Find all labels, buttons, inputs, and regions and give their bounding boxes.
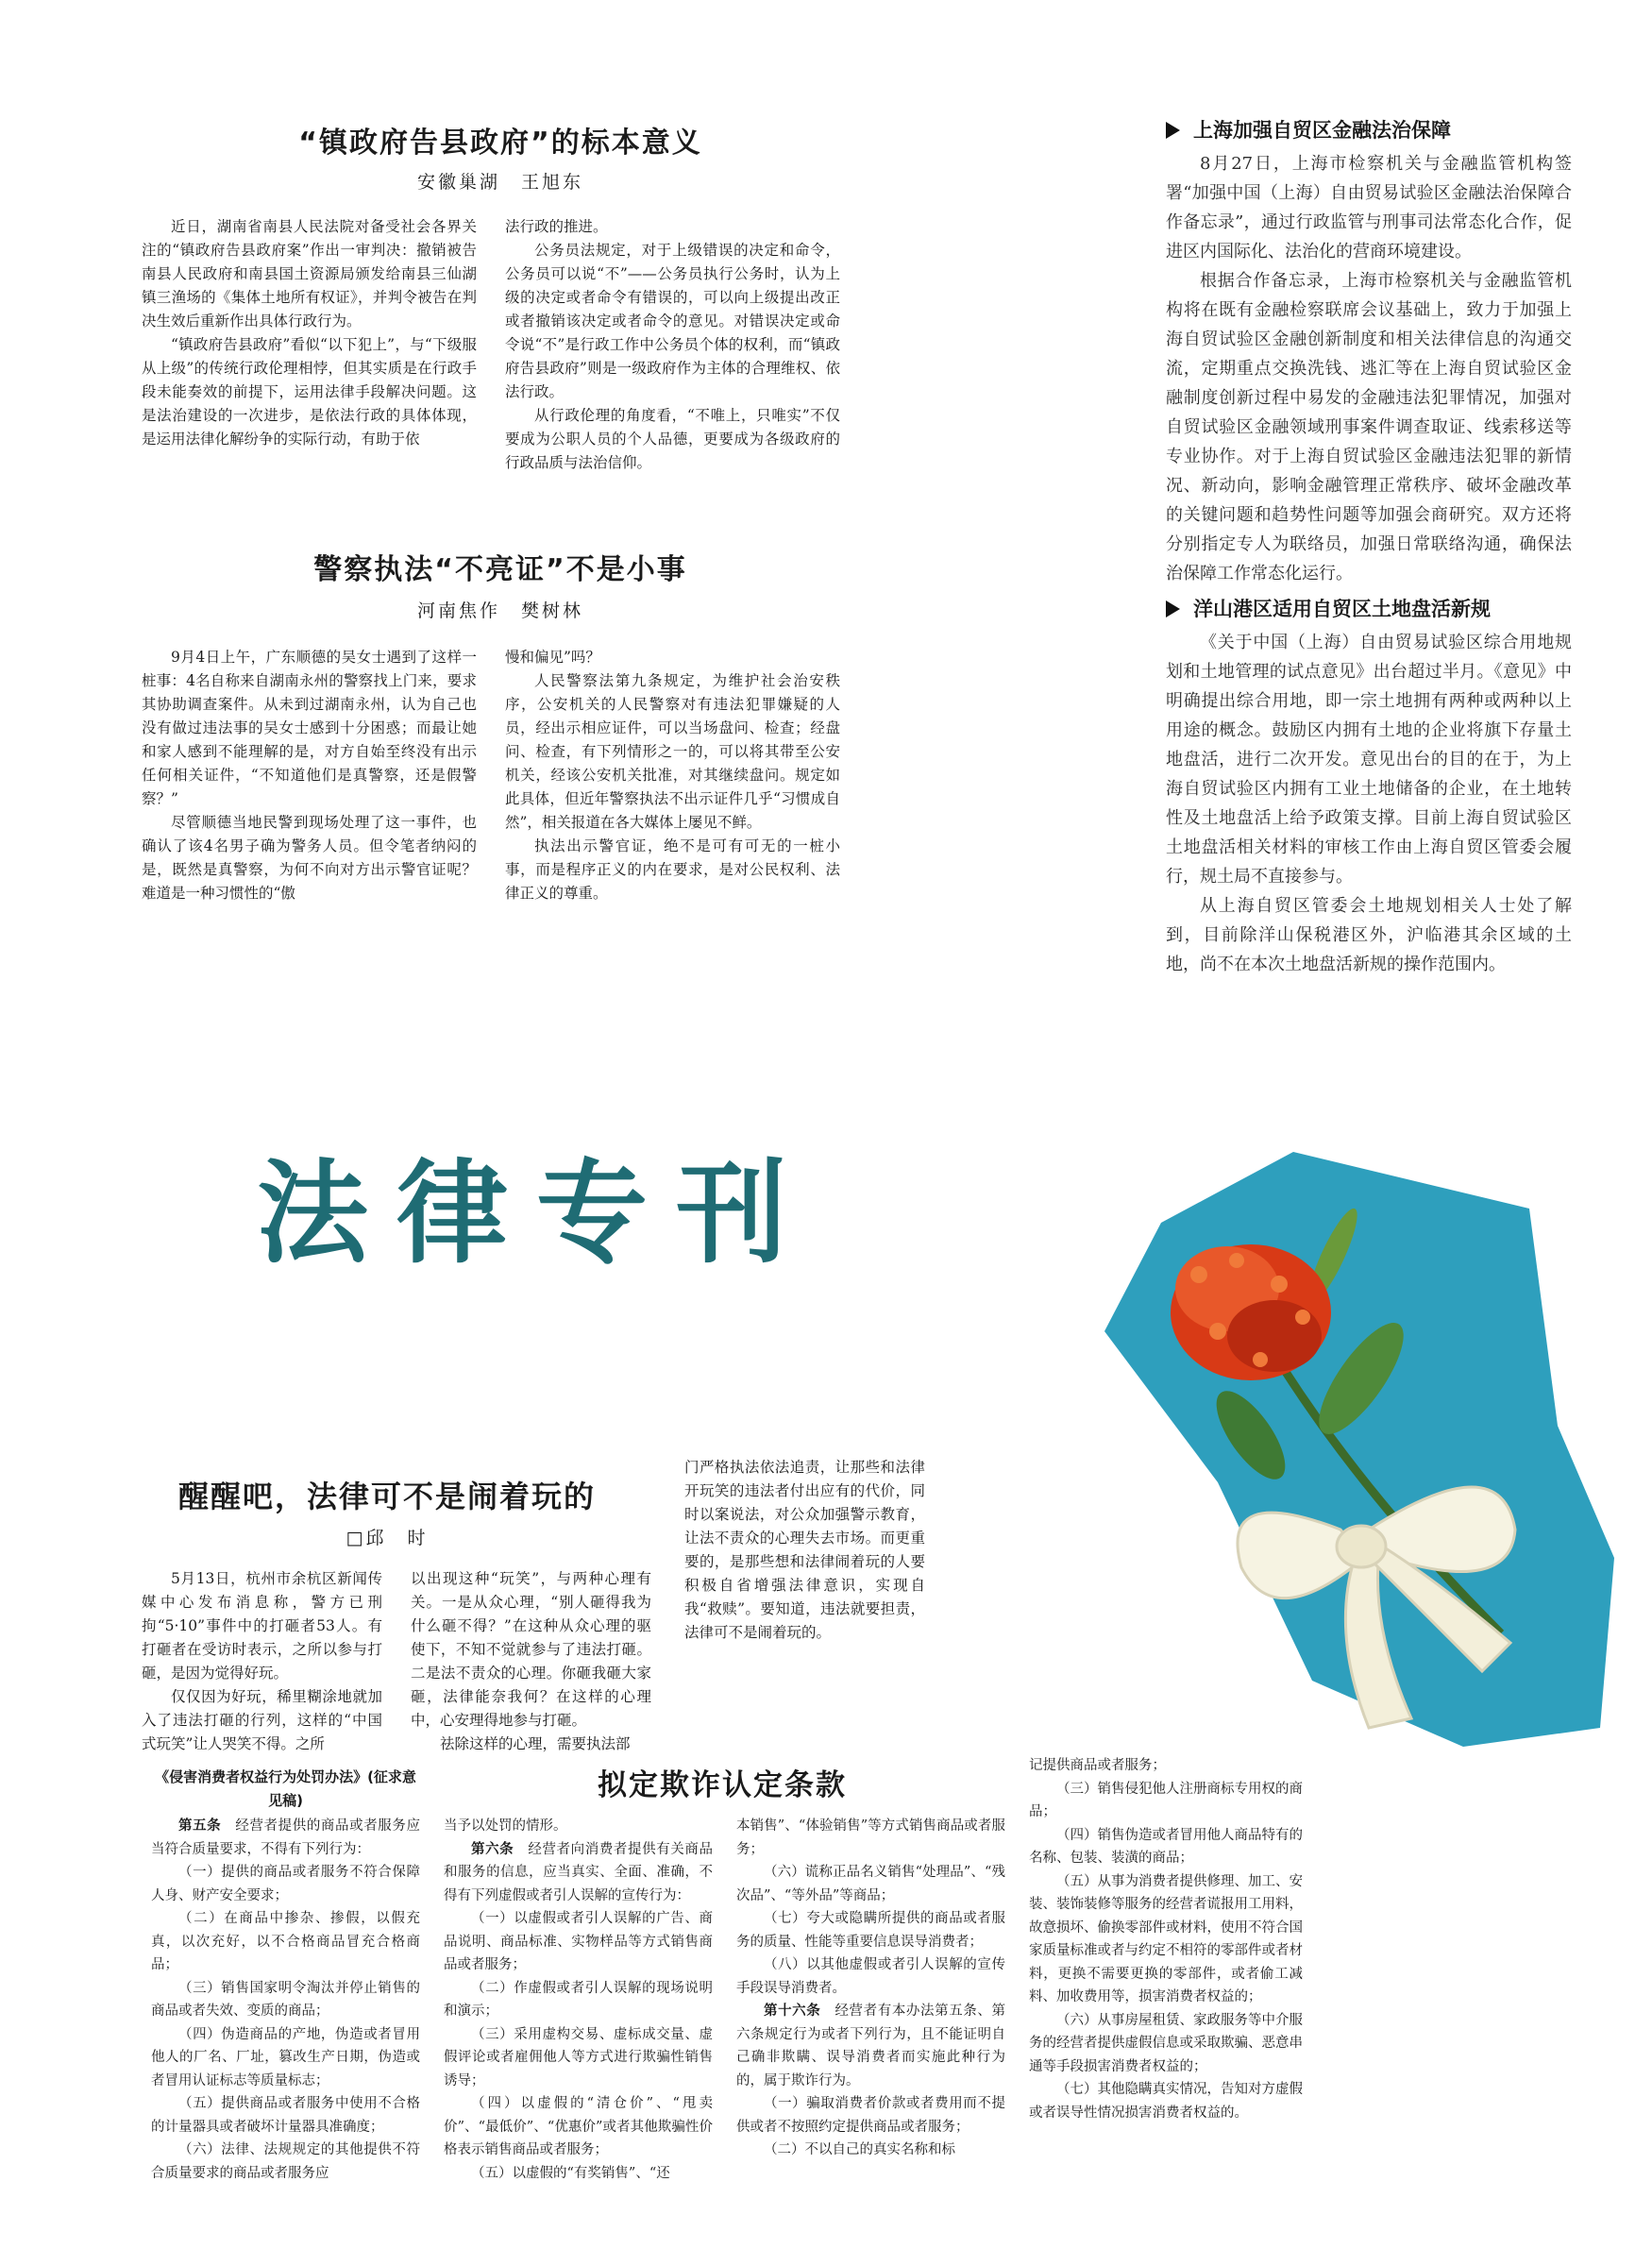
article4-col3-para: （二）不以自己的真实名称和标 <box>764 2142 955 2157</box>
right-item1-heading <box>1166 115 1572 144</box>
article3-col1 <box>142 1567 382 1756</box>
clause-label: 第六条 <box>471 1841 514 1857</box>
article4-col1-para: （一）提供的商品或者服务不符合保障人身、财产安全要求； <box>151 1865 420 1903</box>
article4-col1-para <box>151 1815 420 1861</box>
article3-col2 <box>411 1567 651 1756</box>
clause-label: 第十六条 <box>764 2004 821 2019</box>
banner-title: 法律专刊 <box>257 1148 817 1278</box>
article4-col3 <box>736 1815 1005 2162</box>
article4-col4-para: （三）销售侵犯他人注册商标专用权的商品； <box>1029 1781 1303 1819</box>
article4-col1-para: （二）在商品中掺杂、掺假，以假充真，以次充好，以不合格商品冒充合格商品； <box>151 1911 420 1972</box>
clause-label: 第五条 <box>178 1818 222 1834</box>
article4-col4-para: 记提供商品或者服务； <box>1029 1758 1166 1773</box>
article3-title: 醒醒吧，法律可不是闹着玩的 <box>177 1479 596 1514</box>
article4-col2-para: （一）以虚假或者引人误解的广告、商品说明、商品标准、实物样品等方式销售商品或者服务； <box>444 1911 713 1972</box>
article3-col2-p2: 祛除这样的心理，需要执法部 <box>440 1735 631 1752</box>
article1-col1-p1: 近日，湖南省南县人民法院对备受社会各界关注的“镇政府告县政府案”作出一审判决：撤销被告南县人民政府和南县国土资源局颁发给南县三仙湖镇三渔场的《集体土地所有权证》，并判令被告在判决生效后重新作出具体行政行为。 <box>142 218 477 330</box>
article4-col1-para: （三）销售国家明令淘汰并停止销售的商品或者失效、变质的商品； <box>151 1980 420 2019</box>
right-item1-title: 上海加强自贸区金融法治保障 <box>1193 119 1451 142</box>
article4-col3-para: 本销售”、“体验销售”等方式销售商品或者服务； <box>736 1818 1005 1857</box>
right-item1-body <box>1166 149 1572 588</box>
article4-col2-para <box>444 1838 713 1908</box>
article4-col4-para: （四）销售伪造或者冒用他人商品特有的名称、包装、装潢的商品； <box>1029 1827 1303 1866</box>
article1-col2-p2: 公务员法规定，对于上级错误的决定和命令，公务员可以说“不”——公务员执行公务时，认为上级的决定或者命令有错误的，可以向上级提出改正或者撤销该决定或者命令的意见。对错误决定或命令说“不”是行政工作中公务员个体的权利，而“镇政府告县政府”则是一级政府作为主体的合理维权、依法行政。 <box>505 242 840 400</box>
right-item1-p2: 根据合作备忘录，上海市检察机关与金融监管机构将在既有金融检察联席会议基础上，致力于加强上海自贸试验区金融创新制度和相关法律信息的沟通交流，定期重点交换洗钱、逃汇等在上海自贸试验区金融制度创新过程中易发的金融违法犯罪情况，加强对自贸试验区金融领域刑事案件调查取证、线索移送等专业协作。对于上海自贸试验区金融违法犯罪的新情况、新动向，影响金融管理正常秩序、破坏金融改革的关键问题和趋势性问题等加强会商研究。双方还将分别指定专人为联络员，加强日常联络沟通，确保法治保障工作常态化运行。 <box>1166 271 1572 583</box>
article1-col1-p2: “镇政府告县政府”看似“以下犯上”，与“下级服从上级”的传统行政伦理相悖，但其实质是在行政手段未能奏效的前提下，运用法律手段解决问题。这是法治建设的一次进步，是依法行政的具体体现，是运用法律化解纷争的实际行动，有助于依 <box>142 336 477 448</box>
article4-col1 <box>151 1815 420 2185</box>
article3-byline: □邱 时 <box>346 1528 429 1548</box>
right-item2-heading <box>1166 594 1572 622</box>
article4-col2 <box>444 1815 713 2185</box>
article4-col2-para: （五）以虚假的“有奖销售”、“还 <box>471 2165 670 2181</box>
clause-text: 经营者向消费者提供有关商品和服务的信息，应当真实、全面、准确，不得有下列虚假或者引人误解的宣传行为： <box>444 1841 713 1903</box>
clause-text: 经营者有本办法第五条、第六条规定行为或者下列行为，且不能证明自己确非欺瞒、误导消费者而实施此种行为的，属于欺诈行为。 <box>736 2004 1005 2088</box>
arrow-right-icon <box>1166 122 1180 139</box>
right-item2-title: 洋山港区适用自贸区土地盘活新规 <box>1193 598 1491 620</box>
article4-col4 <box>1029 1754 1303 2124</box>
right-news-column <box>1166 115 1572 979</box>
article4-col4-para: （七）其他隐瞒真实情况，告知对方虚假或者误导性情况损害消费者权益的。 <box>1029 2082 1303 2121</box>
article2-byline: 河南焦作 樊树林 <box>416 600 583 621</box>
article4-col1-para: （六）法律、法规规定的其他提供不符合质量要求的商品或者服务应 <box>151 2142 420 2181</box>
arrow-right-icon <box>1166 600 1180 617</box>
article3-col3-p1: 门严格执法依法追责，让那些和法律开玩笑的违法者付出应有的代价，同时以案说法，对公众加强警示教育，让法不责众的心理失去市场。而更重要的，是那些想和法律闹着玩的人要积极自省增强法律意识，实现自我“救赎”。要知道，违法就要担责，法律可不是闹着玩的。 <box>684 1459 925 1641</box>
article4-col2-para: （二）作虚假或者引人误解的现场说明和演示； <box>444 1980 713 2019</box>
article2-col1 <box>142 646 477 905</box>
article4-col2-para: 当予以处罚的情形。 <box>444 1818 567 1834</box>
red-flower-head <box>1171 1244 1331 1380</box>
article2-col2-p3: 执法出示警官证，绝不是可有可无的一桩小事，而是程序正义的内在要求，是对公民权利、法律正义的尊重。 <box>505 837 840 902</box>
article4-col3-para <box>736 2000 1005 2092</box>
article4-col1-para: （四）伪造商品的产地，伪造或者冒用他人的厂名、厂址，篡改生产日期，伪造或者冒用认证标志等质量标志； <box>151 2026 420 2088</box>
article3-col3 <box>684 1456 925 1645</box>
right-item2-p1: 《关于中国（上海）自由贸易试验区综合用地规划和土地管理的试点意见》出台超过半月。《意见》中明确提出综合用地，即一宗土地拥有两种或两种以上用途的概念。鼓励区内拥有土地的企业将旗下存量土地盘活，进行二次开发。意见出台的目的在于，为上海自贸试验区内拥有工业土地储备的企业，在土地转性及土地盘活上给予政策支撑。目前上海自贸试验区土地盘活相关材料的审核工作由上海自贸区管委会履行，规土局不直接参与。 <box>1166 633 1572 887</box>
article3-col1-p2: 仅仅因为好玩，稀里糊涂地就加入了违法打砸的行列，这样的“中国式玩笑”让人哭笑不得。之所 <box>142 1688 382 1752</box>
article3-col1-p1: 5月13日，杭州市余杭区新闻传媒中心发布消息称，警方已刑拘“5·10”事件中的打砸者53人。有打砸者在受访时表示，之所以参与打砸，是因为觉得好玩。 <box>142 1570 382 1682</box>
article1-byline: 安徽巢湖 王旭东 <box>416 172 583 193</box>
article3-col2-p1: 以出现这种“玩笑”，与两种心理有关。一是从众心理，“别人砸得我为什么砸不得？”在这种从众心理的驱使下，不知不觉就参与了违法打砸。二是法不责众的心理。你砸我砸大家砸，法律能奈我何？在这样的心理中，心安理得地参与打砸。 <box>411 1570 651 1729</box>
article2-col1-p2: 尽管顺德当地民警到现场处理了这一事件，也确认了该4名男子确为警务人员。但令笔者纳闷的是，既然是真警察，为何不向对方出示警官证呢？难道是一种习惯性的“傲 <box>142 814 477 902</box>
article4-source: 《侵害消费者权益行为处罚办法》(征求意见稿) <box>155 1768 416 1809</box>
clause-text: 经营者提供的商品或者服务应当符合质量要求，不得有下列行为： <box>151 1818 420 1857</box>
right-item2-p2: 从上海自贸区管委会土地规划相关人士处了解到，目前除洋山保税港区外，沪临港其余区域的土地，尚不在本次土地盘活新规的操作范围内。 <box>1166 896 1572 974</box>
article4-col4-para: （五）从事为消费者提供修理、加工、安装、装饰装修等服务的经营者谎报用工用料，故意损坏、偷换零部件或材料，使用不符合国家质量标准或者与约定不相符的零部件或者材料，更换不需要更换的零部件，或者偷工减料、加收费用等，损害消费者权益的； <box>1029 1873 1303 2004</box>
article4-col2-para: （三）采用虚构交易、虚标成交量、虚假评论或者雇佣他人等方式进行欺骗性销售诱导； <box>444 2026 713 2088</box>
article4-col4-para: （六）从事房屋租赁、家政服务等中介服务的经营者提供虚假信息或采取欺骗、恶意串通等手段损害消费者权益的； <box>1029 2012 1303 2074</box>
article4-col3-para: （六）谎称正品名义销售“处理品”、“残次品”、“等外品”等商品； <box>736 1865 1005 1903</box>
article4-col2-para: （四）以虚假的“清仓价”、“甩卖价”、“最低价”、“优惠价”或者其他欺骗性价格表示销售商品或者服务； <box>444 2096 713 2157</box>
article2-col2 <box>505 646 840 905</box>
article1-col2-p3: 从行政伦理的角度看，“不唯上，只唯实”不仅要成为公职人员的个人品德，更要成为各级政府的行政品质与法治信仰。 <box>505 407 840 471</box>
article4-col1-para: （五）提供商品或者服务中使用不合格的计量器具或者破坏计量器具准确度； <box>151 2096 420 2135</box>
right-item2-body <box>1166 628 1572 979</box>
right-item1-p1: 8月27日，上海市检察机关与金融监管机构签署“加强中国（上海）自由贸易试验区金融法治保障合作备忘录”，通过行政监管与刑事司法常态化合作，促进区内国际化、法治化的营商环境建设。 <box>1166 154 1572 262</box>
article4-col3-para: （七）夸大或隐瞒所提供的商品或者服务的质量、性能等重要信息误导消费者； <box>736 1911 1005 1950</box>
article2-col2-p1: 慢和偏见”吗？ <box>505 649 600 666</box>
article4-col3-para: （一）骗取消费者价款或者费用而不提供或者不按照约定提供商品或者服务； <box>736 2096 1005 2135</box>
article2-col2-p2: 人民警察法第九条规定，为维护社会治安秩序，公安机关的人民警察对有违法犯罪嫌疑的人员，经出示相应证件，可以当场盘问、检查；经盘问、检查，有下列情形之一的，可以将其带至公安机关，经该公安机关批准，对其继续盘问。规定如此具体，但近年警察执法不出示证件几乎“习惯成自然”，相关报道在各大媒体上屡见不鲜。 <box>505 672 840 831</box>
flower-bouquet-illustration <box>1086 1142 1614 1747</box>
article1-col2-p1: 法行政的推进。 <box>505 218 608 235</box>
article2-col1-p1: 9月4日上午，广东顺德的吴女士遇到了这样一桩事：4名自称来自湖南永州的警察找上门来，要求其协助调查案件。从未到过湖南永州，认为自己也没有做过违法事的吴女士感到十分困惑；而最让她和家人感到不能理解的是，对方自始至终没有出示任何相关证件，“不知道他们是真警察，还是假警察？” <box>142 649 477 807</box>
article1-col2 <box>505 215 840 475</box>
article4-col3-para: （八）以其他虚假或者引人误解的宣传手段误导消费者。 <box>736 1957 1005 1996</box>
article1-title: “镇政府告县政府”的标本意义 <box>298 127 702 160</box>
article4-title: 拟定欺诈认定条款 <box>598 1768 847 1802</box>
article1-col1 <box>142 215 477 451</box>
article2-title: 警察执法“不亮证”不是小事 <box>313 553 687 586</box>
